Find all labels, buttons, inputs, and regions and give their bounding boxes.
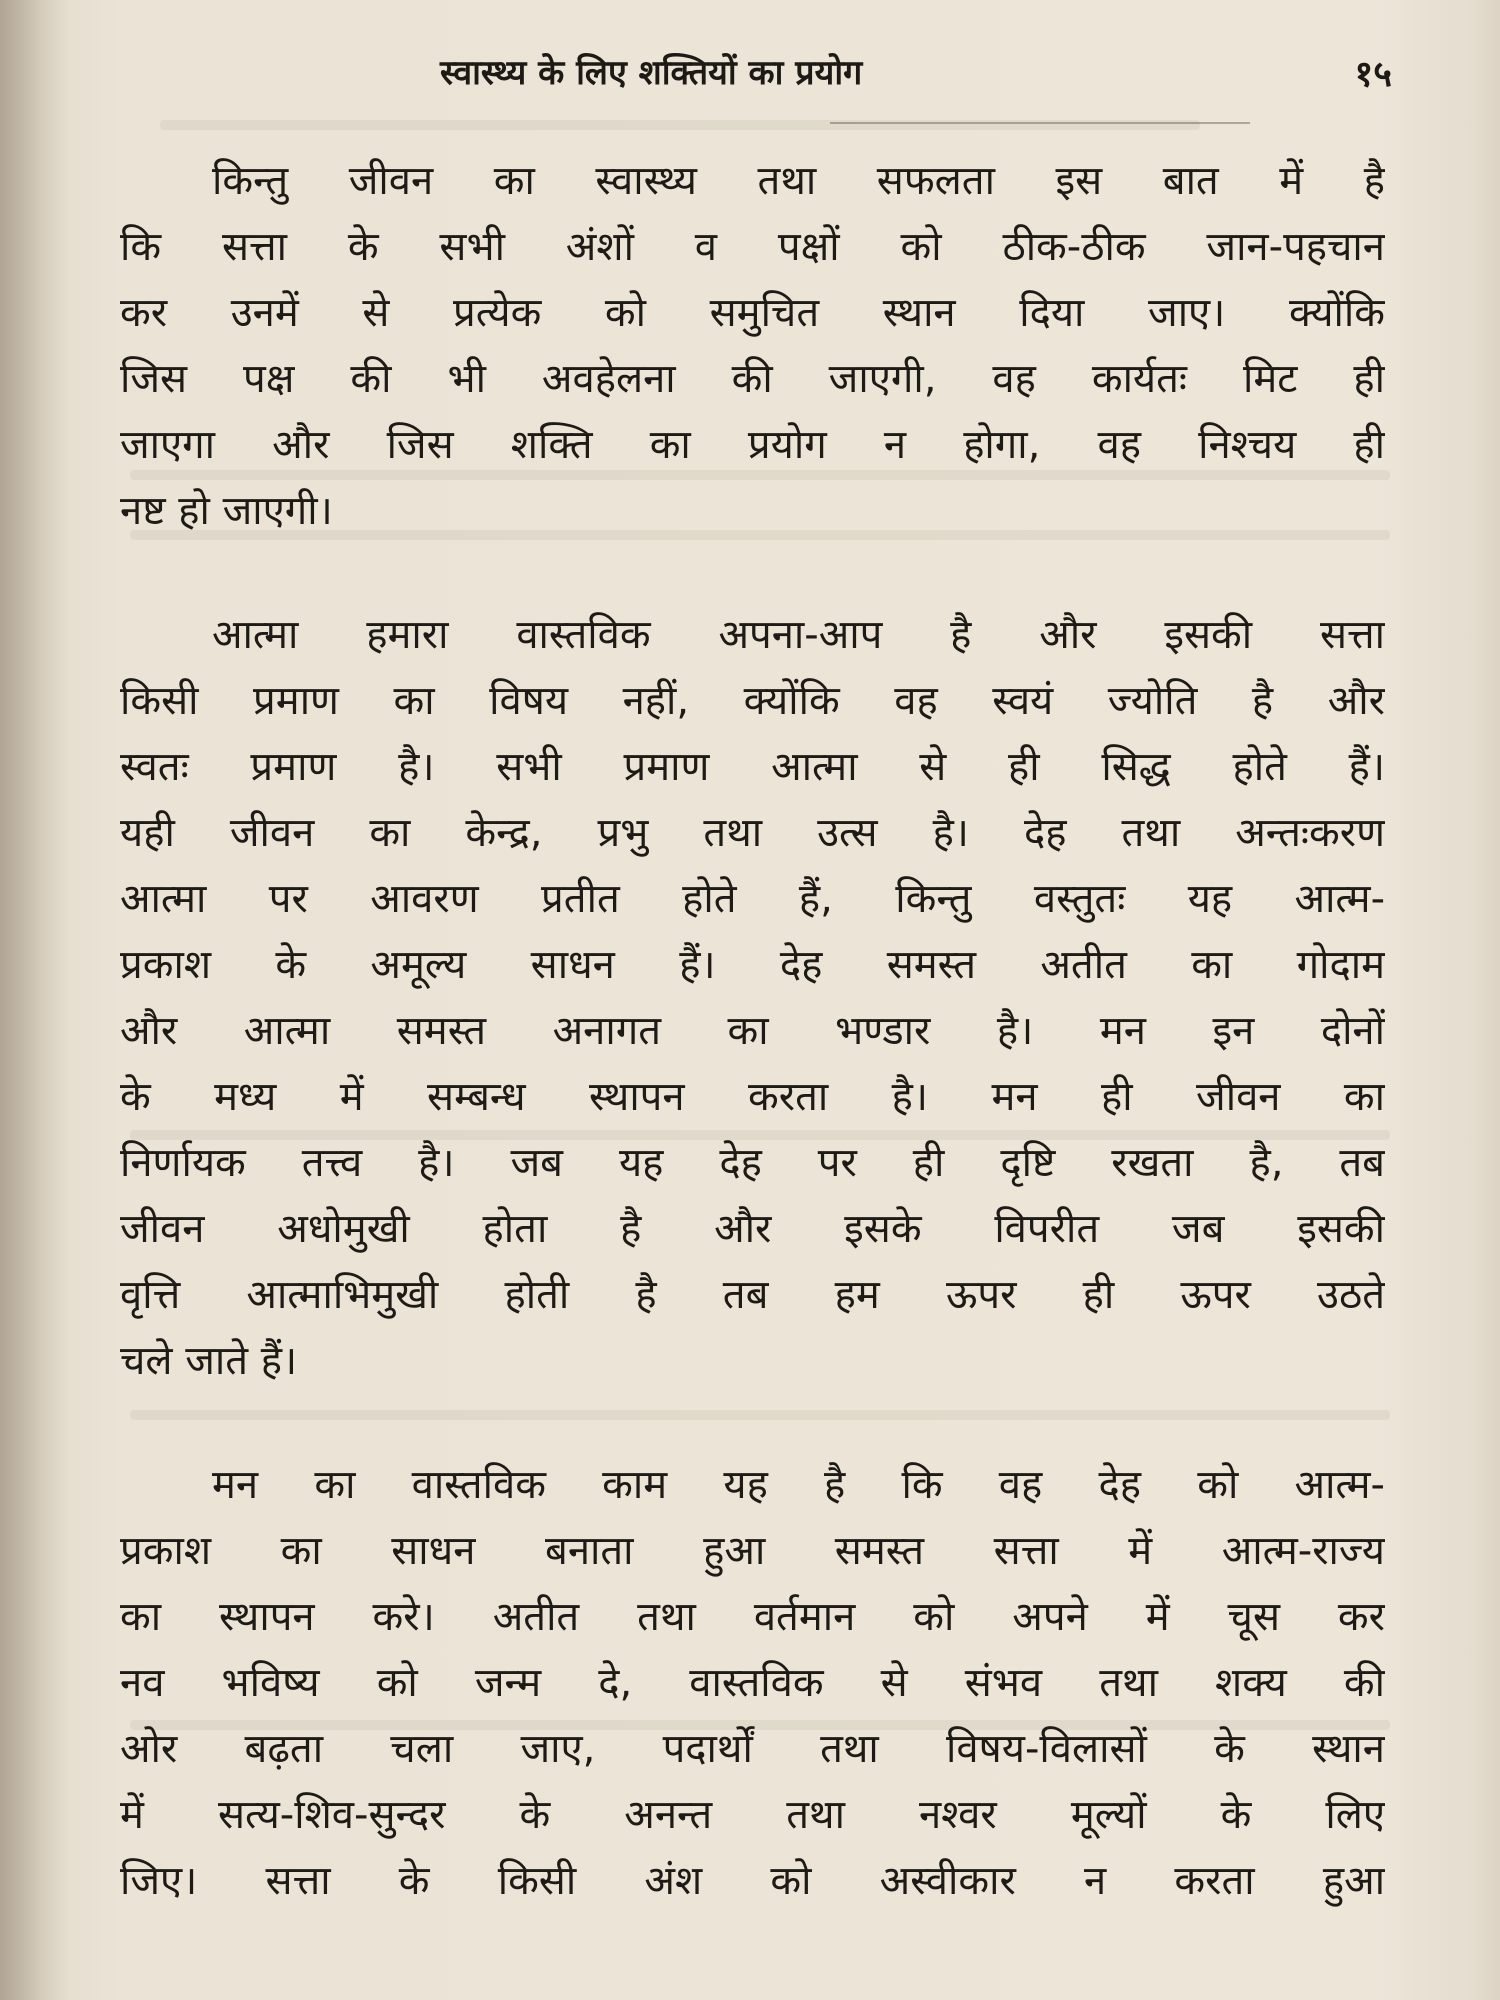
- binding-shadow: [0, 0, 70, 2000]
- paragraph-2: [120, 602, 1385, 1394]
- text-line: का स्थापन करे। अतीत तथा वर्तमान को अपने में चूस कर: [120, 1594, 1385, 1640]
- text-line: आत्मा हमारा वास्तविक अपना-आप है और इसकी सत्ता: [212, 612, 1385, 658]
- text-line: ओर बढ़ता चला जाए, पदार्थों तथा विषय-विलासों के स्थान: [120, 1726, 1385, 1772]
- text-line: और आत्मा समस्त अनागत का भण्डार है। मन इन दोनों: [120, 1008, 1385, 1054]
- text-line: जिस पक्ष की भी अवहेलना की जाएगी, वह कार्यतः मिट ही: [120, 356, 1385, 402]
- body-text: [120, 148, 1385, 1914]
- text-line: जाएगा और जिस शक्ति का प्रयोग न होगा, वह निश्चय ही: [120, 422, 1385, 468]
- page-number: १५: [1354, 54, 1392, 95]
- text-line: कि सत्ता के सभी अंशों व पक्षों को ठीक-ठीक जान-पहचान: [120, 224, 1385, 270]
- text-line: चले जाते हैं।: [120, 1338, 298, 1384]
- text-line: जीवन अधोमुखी होता है और इसके विपरीत जब इसकी: [120, 1206, 1385, 1252]
- text-line: नष्ट हो जाएगी।: [120, 488, 333, 534]
- text-line: वृत्ति आत्माभिमुखी होती है तब हम ऊपर ही ऊपर उठते: [120, 1272, 1385, 1318]
- paragraph-gap: [120, 1394, 1385, 1452]
- page-header: [0, 48, 1500, 108]
- text-line: प्रकाश के अमूल्य साधन हैं। देह समस्त अतीत का गोदाम: [120, 942, 1385, 988]
- text-line: प्रकाश का साधन बनाता हुआ समस्त सत्ता में आत्म-राज्य: [120, 1528, 1385, 1574]
- paragraph-3: [120, 1452, 1385, 1914]
- text-line: यही जीवन का केन्द्र, प्रभु तथा उत्स है। देह तथा अन्तःकरण: [120, 810, 1385, 856]
- running-title: स्वास्थ्य के लिए शक्तियों का प्रयोग: [440, 53, 863, 93]
- text-line: कर उनमें से प्रत्येक को समुचित स्थान दिया जाए। क्योंकि: [120, 290, 1385, 336]
- text-line: स्वतः प्रमाण है। सभी प्रमाण आत्मा से ही सिद्ध होते हैं।: [120, 744, 1385, 790]
- text-line: के मध्य में सम्बन्ध स्थापन करता है। मन ही जीवन का: [120, 1074, 1385, 1120]
- text-line: निर्णायक तत्त्व है। जब यह देह पर ही दृष्टि रखता है, तब: [120, 1140, 1385, 1186]
- text-line: जिए। सत्ता के किसी अंश को अस्वीकार न करता हुआ: [120, 1858, 1385, 1904]
- text-line: मन का वास्तविक काम यह है कि वह देह को आत्म-: [212, 1462, 1385, 1508]
- text-line: आत्मा पर आवरण प्रतीत होते हैं, किन्तु वस्तुतः यह आत्म-: [120, 876, 1385, 922]
- paragraph-gap: [120, 544, 1385, 602]
- paragraph-1: [120, 148, 1385, 544]
- text-line: में सत्य-शिव-सुन्दर के अनन्त तथा नश्वर मूल्यों के लिए: [120, 1792, 1385, 1838]
- text-line: किन्तु जीवन का स्वास्थ्य तथा सफलता इस बात में है: [212, 158, 1385, 204]
- text-line: नव भविष्य को जन्म दे, वास्तविक से संभव तथा शक्य की: [120, 1660, 1385, 1706]
- text-line: किसी प्रमाण का विषय नहीं, क्योंकि वह स्वयं ज्योति है और: [120, 678, 1385, 724]
- header-rule: [830, 122, 1250, 124]
